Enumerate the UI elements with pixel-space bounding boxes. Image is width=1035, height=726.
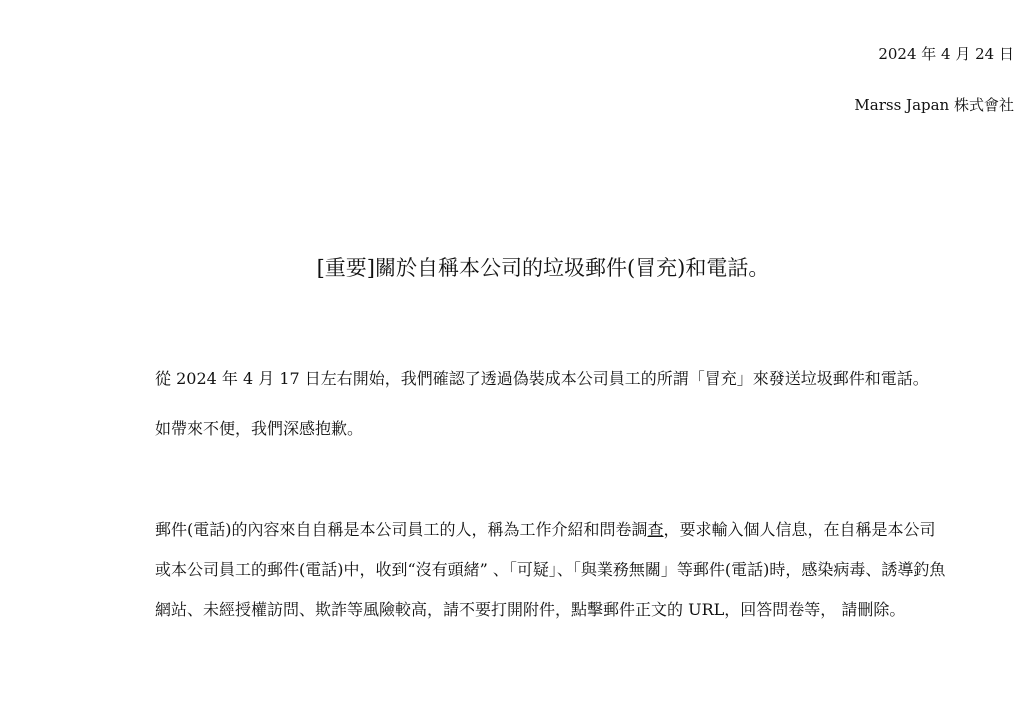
notice-paragraph-details-line-1 — [155, 517, 936, 540]
notice-date: 2024 年 4 月 24 日 — [878, 45, 1014, 63]
company-name: Marss Japan 株式會社 — [854, 96, 1014, 114]
details-line-1-text-post: ，要求輸入個人信息，在自稱是本公司 — [663, 520, 936, 539]
notice-paragraph-details-line-2: 或本公司員工的郵件(電話)中，收到“沒有頭緒” 、「可疑」、「與業務無關」等郵件(電話)時，感染病毒、誘導釣魚 — [155, 560, 946, 579]
details-line-1-underlined-char: 查 — [647, 520, 664, 539]
details-line-1-text-pre: 郵件(電話)的內容來自自稱是本公司員工的人，稱為工作介紹和問卷調 — [155, 520, 648, 539]
notice-title: [重要]關於自稱本公司的垃圾郵件(冒充)和電話。 — [316, 256, 770, 280]
notice-paragraph-start-date: 從 2024 年 4 月 17 日左右開始，我們確認了透過偽裝成本公司員工的所謂「冒充」來發送垃圾郵件和電話。 — [155, 369, 929, 388]
notice-paragraph-apology: 如帶來不便，我們深感抱歉。 — [155, 419, 364, 438]
notice-paragraph-details-line-3: 網站、未經授權訪問、欺詐等風險較高，請不要打開附件，點擊郵件正文的 URL，回答問卷等， 請刪除。 — [155, 600, 906, 619]
